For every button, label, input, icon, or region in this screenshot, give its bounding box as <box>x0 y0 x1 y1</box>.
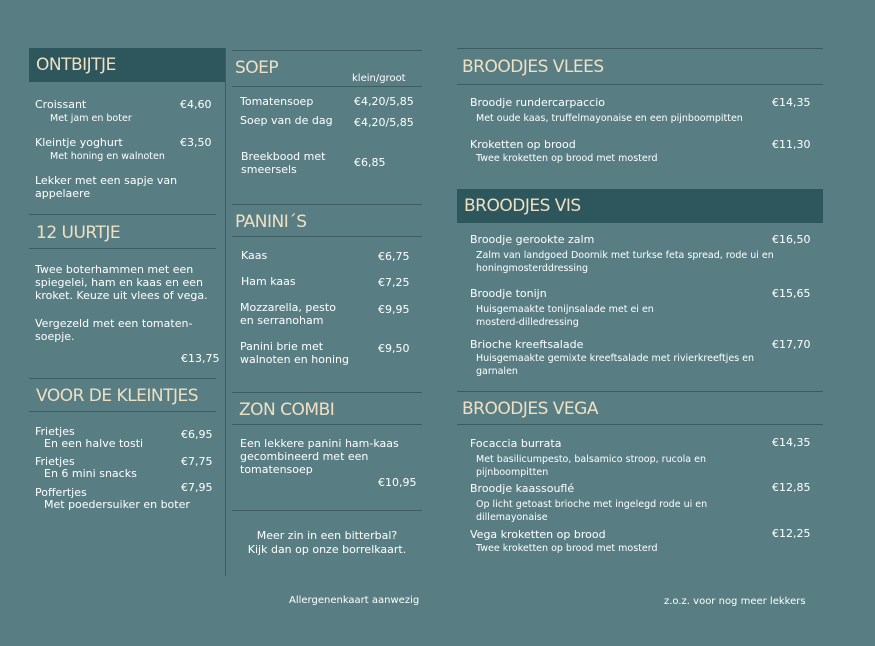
section-header-ontbijtje: ONTBIJTJE <box>29 48 225 82</box>
column-divider-left <box>225 48 226 576</box>
item-name-croissant: Croissant <box>35 98 87 111</box>
item-name-panini-ham-kaas: Ham kaas <box>241 275 296 288</box>
item-price-breekbood: €6,85 <box>354 156 386 169</box>
item-name-yoghurt: Kleintje yoghurt <box>35 136 123 149</box>
item-price-carpaccio: €14,35 <box>772 96 811 109</box>
divider <box>457 48 823 49</box>
section-header-kleintjes: VOOR DE KLEINTJES <box>36 386 199 406</box>
twaalf-uurtje-text: Twee boterhammen met een spiegelei, ham en kaas en een kroket. Keuze uit vlees of vega. <box>35 263 208 302</box>
item-price-kroketten: €11,30 <box>772 138 811 151</box>
section-header-vis: BROODJES VIS <box>457 189 823 223</box>
section-header-panini: PANINI´S <box>235 212 307 232</box>
item-price-panini-mozzarella: €9,95 <box>378 303 410 316</box>
item-desc-kreeftsalade: Huisgemaakte gemixte kreeftsalade met rivierkreeftjes en garnalen <box>476 353 755 377</box>
ontbijtje-note: Lekker met een sapje van appelaere <box>35 174 178 200</box>
divider <box>29 248 216 249</box>
item-name-vega-kroketten: Vega kroketten op brood <box>470 528 606 541</box>
item-price-frietjes-tosti: €6,95 <box>181 428 213 441</box>
item-name-panini-mozzarella: Mozzarella, pesto en serranoham <box>240 301 336 327</box>
item-name-tomatensoep: Tomatensoep <box>240 95 314 108</box>
borrel-note-1: Meer zin in een bitterbal? <box>256 529 398 542</box>
section-header-soep: SOEP <box>235 58 279 78</box>
item-name-frietjes-tosti: Frietjes <box>35 425 75 438</box>
item-name-tonijn: Broodje tonijn <box>470 287 547 300</box>
divider <box>457 84 823 85</box>
item-price-zalm: €16,50 <box>772 233 811 246</box>
item-name-kroketten: Kroketten op brood <box>470 138 576 151</box>
item-desc-tonijn: Huisgemaakte tonijnsalade met ei en mosterd-dilledressing <box>476 304 654 328</box>
section-header-zon-combi: ZON COMBI <box>239 400 335 420</box>
item-price-panini-kaas: €6,75 <box>378 250 410 263</box>
item-desc-frietjes-snacks: En 6 mini snacks <box>44 467 137 480</box>
item-desc-poffertjes: Met poedersuiker en boter <box>44 498 190 511</box>
item-name-panini-kaas: Kaas <box>241 249 268 262</box>
item-price-frietjes-snacks: €7,75 <box>181 455 213 468</box>
soep-size-label: klein/groot <box>352 73 406 84</box>
item-desc-kroketten: Twee kroketten op brood met mosterd <box>476 153 658 164</box>
divider <box>29 411 216 412</box>
divider <box>232 236 422 237</box>
section-header-vlees: BROODJES VLEES <box>462 57 604 77</box>
item-desc-kaassoufle: Op licht getoast brioche met ingelegd rode ui en dillemayonaise <box>476 499 708 523</box>
item-price-poffertjes: €7,95 <box>181 481 213 494</box>
item-desc-croissant: Met jam en boter <box>50 113 132 124</box>
divider <box>29 214 216 215</box>
divider <box>232 86 422 87</box>
item-price-panini-brie: €9,50 <box>378 342 410 355</box>
item-name-soep-van-de-dag: Soep van de dag <box>240 114 333 127</box>
twaalf-uurtje-text-2: Vergezeld met een tomaten-soepje. <box>35 317 193 343</box>
item-name-carpaccio: Broodje rundercarpaccio <box>470 96 606 109</box>
item-price-panini-ham-kaas: €7,25 <box>378 276 410 289</box>
item-name-breekbood: Breekbood met smeersels <box>241 150 326 176</box>
borrel-note-2: Kijk dan op onze borrelkaart. <box>247 543 407 556</box>
section-header-vega: BROODJES VEGA <box>462 399 598 419</box>
item-name-kreeftsalade: Brioche kreeftsalade <box>470 338 584 351</box>
item-name-focaccia: Focaccia burrata <box>470 437 562 450</box>
item-price-vega-kroketten: €12,25 <box>772 527 811 540</box>
item-name-panini-brie: Panini brie met walnoten en honing <box>240 340 349 366</box>
item-price-focaccia: €14,35 <box>772 436 811 449</box>
divider <box>457 424 823 425</box>
item-name-frietjes-snacks: Frietjes <box>35 455 75 468</box>
item-price-tonijn: €15,65 <box>772 287 811 300</box>
item-desc-carpaccio: Met oude kaas, truffelmayonaise en een pijnboompitten <box>476 113 743 124</box>
divider <box>232 424 422 425</box>
item-desc-zalm: Zalm van landgoed Doornik met turkse feta spread, rode ui en honingmosterddressing <box>476 250 774 274</box>
item-price-kaassoufle: €12,85 <box>772 481 811 494</box>
zoz-note: z.o.z. voor nog meer lekkers <box>664 596 806 607</box>
item-name-kaassoufle: Broodje kaassouflé <box>470 482 575 495</box>
item-price-yoghurt: €3,50 <box>180 136 212 149</box>
item-name-poffertjes: Poffertjes <box>35 486 87 499</box>
allergen-note: Allergenenkaart aanwezig <box>289 595 420 606</box>
twaalf-uurtje-price: €13,75 <box>181 352 220 365</box>
item-price-tomatensoep: €4,20/5,85 <box>354 95 414 108</box>
zon-combi-price: €10,95 <box>378 476 417 489</box>
item-price-croissant: €4,60 <box>180 98 212 111</box>
item-desc-frietjes-tosti: En een halve tosti <box>44 437 144 450</box>
item-desc-focaccia: Met basilicumpesto, balsamico stroop, rucola en pijnboompitten <box>476 454 706 478</box>
divider <box>232 510 422 511</box>
section-header-12-uurtje: 12 UURTJE <box>36 223 121 243</box>
item-price-soep-van-de-dag: €4,20/5,85 <box>354 116 414 129</box>
item-desc-yoghurt: Met honing en walnoten <box>50 151 165 162</box>
item-price-kreeftsalade: €17,70 <box>772 338 811 351</box>
item-name-zalm: Broodje gerookte zalm <box>470 233 595 246</box>
item-desc-vega-kroketten: Twee kroketten op brood met mosterd <box>476 543 658 554</box>
zon-combi-text: Een lekkere panini ham-kaas gecombineerd met een tomatensoep <box>240 437 399 476</box>
